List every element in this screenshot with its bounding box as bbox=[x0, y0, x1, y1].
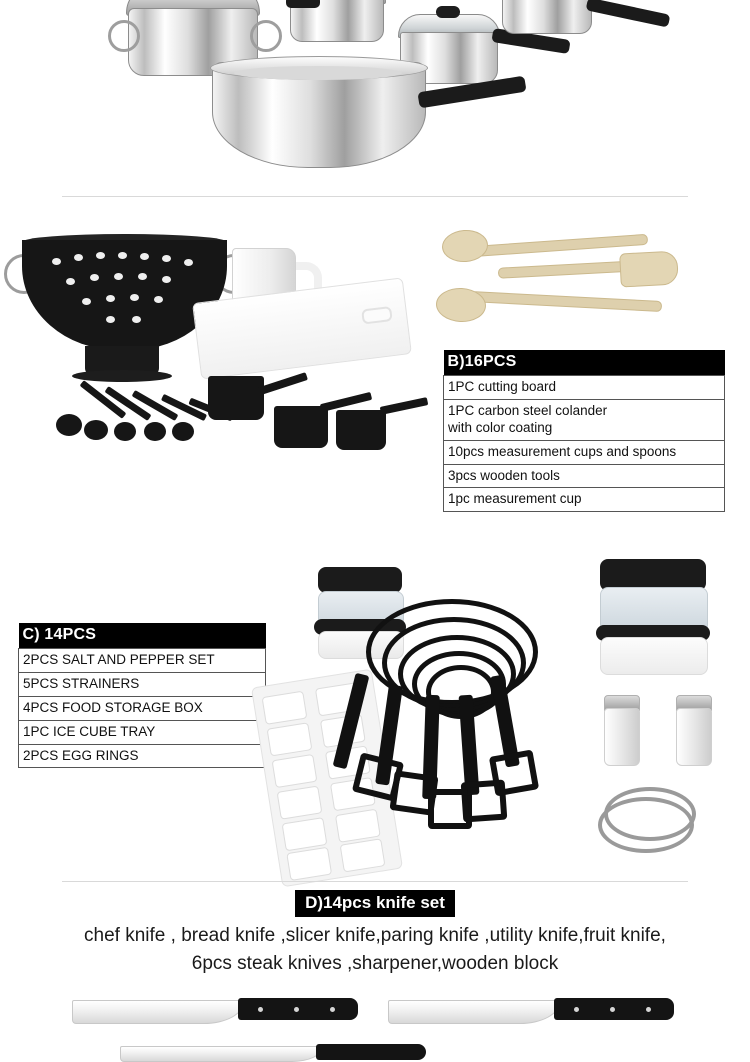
egg-ring-2 bbox=[598, 797, 694, 853]
measuring-spoon-bowl bbox=[56, 414, 82, 436]
table-b-header: B)16PCS bbox=[444, 350, 725, 376]
measuring-spoon-bowl bbox=[84, 420, 108, 440]
glass-lid-knob bbox=[436, 6, 460, 18]
colander-hole bbox=[162, 255, 171, 262]
set-d-description bbox=[0, 922, 750, 977]
knife-2-rivet bbox=[574, 1007, 579, 1012]
colander-hole bbox=[90, 274, 99, 281]
wooden-spatula-head bbox=[619, 251, 679, 288]
colander-hole bbox=[114, 273, 123, 280]
set-d-section bbox=[0, 890, 750, 1053]
table-row bbox=[19, 744, 266, 768]
right-pot-handle bbox=[586, 0, 671, 28]
colander-hole bbox=[118, 252, 127, 259]
cutting-board bbox=[192, 277, 412, 379]
colander-base bbox=[72, 370, 172, 382]
table-row bbox=[444, 376, 725, 400]
knife-1-rivet bbox=[294, 1007, 299, 1012]
ice-cell bbox=[335, 809, 381, 843]
colander-hole bbox=[106, 316, 115, 323]
ice-cell bbox=[340, 838, 386, 872]
table-c-header: C) 14PCS bbox=[19, 623, 266, 649]
colander-hole bbox=[52, 258, 61, 265]
measuring-cup-black-medium bbox=[274, 406, 328, 448]
salt-shaker bbox=[604, 708, 640, 766]
ice-cell bbox=[267, 722, 313, 756]
knife-2-rivet bbox=[610, 1007, 615, 1012]
knife-3-handle bbox=[316, 1044, 426, 1060]
colander-hole bbox=[130, 294, 139, 301]
table-b-row-2: 10pcs measurement cups and spoons bbox=[444, 440, 725, 464]
strainer-handle-5-grip bbox=[489, 749, 539, 796]
knife-3-blade bbox=[120, 1046, 322, 1062]
divider-c bbox=[62, 881, 688, 882]
table-row bbox=[19, 672, 266, 696]
table-b-row-4: 1pc measurement cup bbox=[444, 488, 725, 512]
colander-hole bbox=[82, 298, 91, 305]
knife-2-rivet bbox=[646, 1007, 651, 1012]
colander-hole bbox=[184, 259, 193, 266]
ice-cell bbox=[262, 691, 308, 725]
knife-1-rivet bbox=[330, 1007, 335, 1012]
wooden-spoon-head bbox=[441, 228, 489, 263]
table-b-row-1 bbox=[444, 399, 725, 440]
cookware-photo-section bbox=[0, 0, 750, 198]
table-row bbox=[444, 399, 725, 440]
table-row bbox=[19, 649, 266, 673]
colander-hole bbox=[132, 316, 141, 323]
set-c-section bbox=[0, 545, 750, 885]
spec-table-b bbox=[443, 350, 725, 512]
pepper-shaker bbox=[676, 708, 712, 766]
set-d-header: D)14pcs knife set bbox=[295, 890, 455, 917]
set-d-title-wrap bbox=[0, 890, 750, 917]
divider-a bbox=[62, 196, 688, 197]
table-c-row-2: 4PCS FOOD STORAGE BOX bbox=[19, 696, 266, 720]
table-c-row-4: 2PCS EGG RINGS bbox=[19, 744, 266, 768]
colander-hole bbox=[66, 278, 75, 285]
set-d-description-line2: 6pcs steak knives ,sharpener,wooden block bbox=[191, 952, 559, 974]
table-c-row-1: 5PCS STRAINERS bbox=[19, 672, 266, 696]
table-row bbox=[444, 464, 725, 488]
colander-hole bbox=[96, 252, 105, 259]
measuring-spoon-bowl bbox=[114, 422, 136, 441]
measuring-cup-black-small bbox=[336, 410, 386, 450]
table-row bbox=[444, 488, 725, 512]
ice-cell bbox=[277, 785, 323, 819]
cutting-board-hole bbox=[361, 306, 393, 325]
knife-2-blade bbox=[388, 1000, 560, 1024]
stock-pot-handle-right bbox=[250, 20, 282, 52]
colander-hole bbox=[138, 273, 147, 280]
measuring-cup-black-large bbox=[208, 376, 264, 420]
table-row bbox=[19, 696, 266, 720]
colander-hole bbox=[106, 295, 115, 302]
measuring-cup-handle bbox=[380, 397, 429, 415]
storage-box-small-lid bbox=[318, 567, 402, 593]
knife-1-rivet bbox=[258, 1007, 263, 1012]
measuring-spoon-bowl bbox=[172, 422, 194, 441]
table-row bbox=[19, 720, 266, 744]
saucepot-handle bbox=[286, 0, 320, 8]
table-c-row-3: 1PC ICE CUBE TRAY bbox=[19, 720, 266, 744]
measuring-spoon-bowl bbox=[144, 422, 166, 441]
spec-table-c bbox=[18, 623, 266, 768]
table-b-row-3: 3pcs wooden tools bbox=[444, 464, 725, 488]
ice-cell bbox=[286, 847, 332, 881]
table-c-header-row bbox=[19, 623, 266, 649]
colander-hole bbox=[74, 254, 83, 261]
colander-hole bbox=[140, 253, 149, 260]
colander-hole bbox=[154, 296, 163, 303]
ice-cell bbox=[272, 754, 318, 788]
table-b-header-row bbox=[444, 350, 725, 376]
set-d-description-line1: chef knife , bread knife ,slicer knife,paring knife ,utility knife,fruit knife, bbox=[84, 925, 666, 946]
table-c-row-0: 2PCS SALT AND PEPPER SET bbox=[19, 649, 266, 673]
storage-box-large-base bbox=[600, 637, 708, 675]
right-pot-body bbox=[502, 0, 592, 34]
table-b-row-0: 1PC cutting board bbox=[444, 376, 725, 400]
table-b-row-1-line-1: with color coating bbox=[448, 419, 553, 435]
stock-pot-handle-left bbox=[108, 20, 140, 52]
knife-1-blade bbox=[72, 1000, 244, 1024]
table-row bbox=[444, 440, 725, 464]
wooden-spoon2-handle bbox=[470, 291, 662, 312]
set-b-section bbox=[0, 210, 750, 530]
frying-pan-inner bbox=[234, 66, 402, 80]
colander-hole bbox=[162, 276, 171, 283]
ice-cell bbox=[282, 817, 328, 851]
table-b-row-1-line-0: 1PC carbon steel colander bbox=[448, 402, 608, 418]
